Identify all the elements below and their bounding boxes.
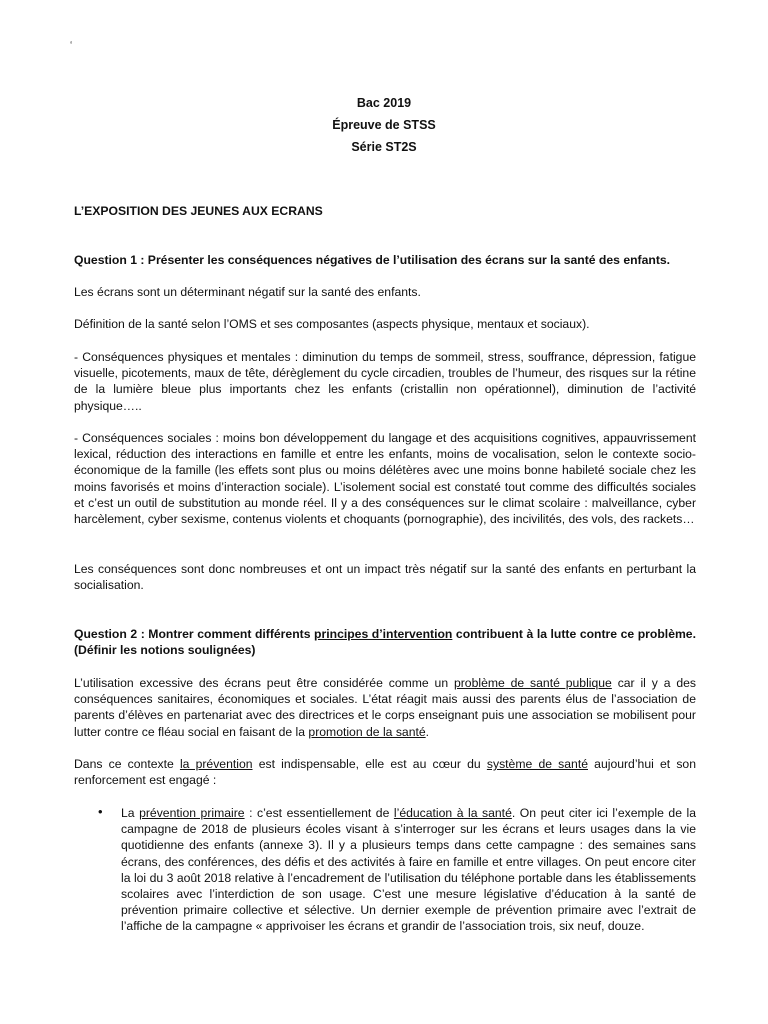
q1-paragraph-4: - Conséquences sociales : moins bon développement du langage et des acquisitions cognitives, appauvrissement lexical, réduction des interactions en famille et entre les enfants, moins de vocalisation, selon le contexte socio-économique de la famille (les effets sont plus ou moins délétères avec une moins bonne habileté sociale chez les moins favorisés et moins d’interaction sociale). L’isolement social est constaté tout comme des difficultés sociales et c’est un outil de substitution au monde réel. Il y a des conséquences sur le climat scolaire : malveillance, cyber harcèlement, cyber sexisme, contenus violents et choquants (pornographie), des incivilités, des vols, des rackets… (74, 431, 696, 527)
q2-p2-underlined-2: système de santé (486, 757, 588, 771)
q2-heading-part-b: contribuent à la lutte contre ce problème. (Définir les notions soulignées) (74, 627, 696, 658)
corner-mark: ‘ (70, 40, 73, 51)
q2-heading-underlined: principes d’intervention (314, 627, 453, 641)
q2-p1-part-c: . (425, 724, 430, 739)
bullet-underlined-1: prévention primaire (139, 806, 245, 820)
question-2-heading (74, 626, 696, 658)
bullet-part-c: . On peut citer ici l’exemple de la campagne de 2018 de plusieurs écoles visant à s’interroger sur les écrans et leurs usages dans la vie quotidienne des enfants (annexe 3). Il y a plusieurs temps dans cette campagne : des semaines sans écrans, des conférences, des défis et des activités à faire en famille et entre villages. On peut encore citer la loi du 3 août 2018 relative à l’encadrement de l’utilisation du téléphone portable dans les établissements scolaires avec l’interdiction de son usage. C’est une mesure législative d’éducation à la santé de prévention primaire collective et sélective. Un dernier exemple de prévention primaire avec l’extrait de l’affiche de la campagne « apprivoiser les écrans et grandir de l’association trois, six neuf, douze. (121, 806, 696, 934)
q2-p1-part-a: L’utilisation excessive des écrans peut être considérée comme un (74, 676, 454, 690)
q2-p1-part-b: car il y a des conséquences sanitaires, économiques et sociales. L’état réagit mais aussi des parents élus de l’association de parents d’élèves en partenariat avec des directrices et le corps enseignant puis une association se mobilisent pour lutter contre ce fléau social en faisant de la (74, 676, 696, 739)
document-title: L’EXPOSITION DES JEUNES AUX ECRANS (74, 204, 323, 218)
q2-p2-underlined-1: la prévention (179, 757, 253, 771)
q1-paragraph-1: Les écrans sont un déterminant négatif sur la santé des enfants. (74, 285, 421, 299)
q1-paragraph-3: - Conséquences physiques et mentales : diminution du temps de sommeil, stress, souffrance, dépression, fatigue visuelle, picotements, maux de tête, dérèglement du cycle circadien, troubles de l’humeur, des risques sur la rétine de la lumière bleue plus importants chez les enfants (cristallin non opérationnel), diminution de l’activité physique….. (74, 350, 696, 413)
q2-p2-part-c: aujourd’hui et son renforcement est engagé : (74, 757, 696, 788)
q2-bullet-item (121, 805, 696, 935)
bullet-icon: • (98, 804, 103, 819)
q2-heading-part-a: Question 2 : Montrer comment différents (74, 627, 315, 641)
bullet-underlined-2: l’éducation à la santé (393, 806, 512, 820)
header-line-1: Bac 2019 (356, 96, 412, 110)
q2-p2-part-a: Dans ce contexte (74, 757, 180, 771)
bullet-part-a: La (121, 806, 140, 820)
q2-p2-part-b: est indispensable, elle est au cœur du (252, 757, 487, 771)
q2-paragraph-1 (74, 675, 696, 740)
header-line-2: Épreuve de STSS (332, 118, 436, 132)
q2-p1-underlined-1: problème de santé publique (453, 676, 612, 690)
q1-paragraph-2: Définition de la santé selon l’OMS et ses composantes (aspects physique, mentaux et sociaux). (74, 317, 590, 331)
q2-p1-underlined-2: promotion de la santé (308, 724, 426, 739)
q1-paragraph-5: Les conséquences sont donc nombreuses et ont un impact très négatif sur la santé des enfants en perturbant la socialisation. (74, 562, 696, 593)
header-line-3: Série ST2S (351, 140, 417, 154)
q2-paragraph-2 (74, 756, 696, 788)
bullet-part-b: : c’est essentiellement de (244, 806, 394, 820)
question-1-heading: Question 1 : Présenter les conséquences négatives de l’utilisation des écrans sur la santé des enfants. (74, 253, 671, 267)
